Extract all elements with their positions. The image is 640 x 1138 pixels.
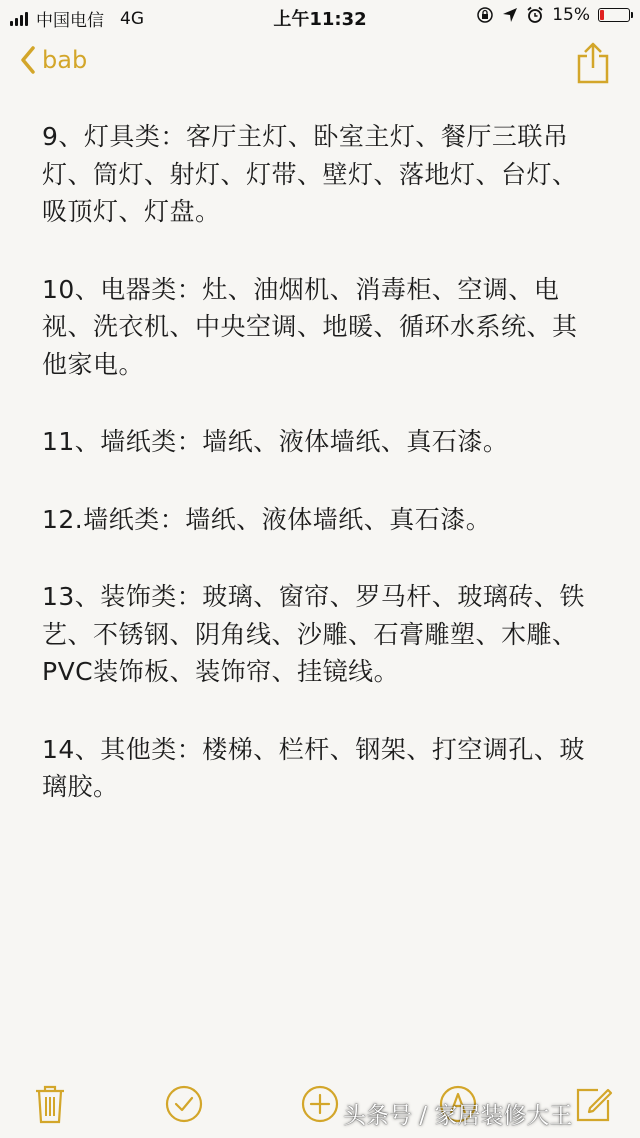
carrier-label: 中国电信: [36, 11, 104, 31]
note-body[interactable]: [42, 118, 602, 846]
chevron-left-icon: [20, 46, 36, 74]
back-label: bab: [42, 46, 88, 74]
share-icon: [576, 42, 610, 84]
checklist-button[interactable]: [164, 1084, 204, 1128]
battery-icon: [598, 8, 630, 22]
battery-fill: [600, 10, 604, 20]
alarm-icon: [526, 6, 544, 24]
note-paragraph: 14、其他类：楼梯、栏杆、钢架、打空调孔、玻璃胶。: [42, 734, 585, 801]
share-button[interactable]: [576, 42, 610, 88]
back-button[interactable]: [20, 46, 87, 74]
compose-icon: [574, 1084, 614, 1124]
plus-icon: [300, 1084, 340, 1124]
status-bar: [0, 0, 640, 34]
watermark: 头条号 / 家居装修大王: [343, 1103, 573, 1129]
network-label: 4G: [120, 8, 144, 29]
delete-button[interactable]: [34, 1084, 66, 1128]
compose-button[interactable]: [574, 1084, 614, 1128]
note-paragraph: 11、墙纸类：墙纸、液体墙纸、真石漆。: [42, 427, 509, 456]
note-paragraph: 9、灯具类：客厅主灯、卧室主灯、餐厅三联吊灯、筒灯、射灯、灯带、壁灯、落地灯、台灯、吸顶灯、灯盘。: [42, 122, 578, 226]
status-time: 上午11:32: [273, 9, 367, 30]
battery-percent: 15%: [552, 5, 590, 25]
add-button[interactable]: [300, 1084, 340, 1128]
note-paragraph: 10、电器类：灶、油烟机、消毒柜、空调、电视、洗衣机、中央空调、地暖、循环水系统、其他家电。: [42, 274, 578, 379]
status-right: [476, 5, 630, 25]
checkmark-icon: [164, 1084, 204, 1124]
location-icon: [502, 7, 518, 23]
trash-icon: [34, 1084, 66, 1124]
orientation-lock-icon: [476, 6, 494, 24]
note-paragraph: 12.墙纸类：墙纸、液体墙纸、真石漆。: [42, 504, 492, 534]
note-paragraph: 13、装饰类：玻璃、窗帘、罗马杆、玻璃砖、铁艺、不锈钢、阴角线、沙雕、石膏雕塑、木雕、PVC装饰板、装饰帘、挂镜线。: [42, 582, 585, 686]
nav-bar: [0, 34, 640, 94]
